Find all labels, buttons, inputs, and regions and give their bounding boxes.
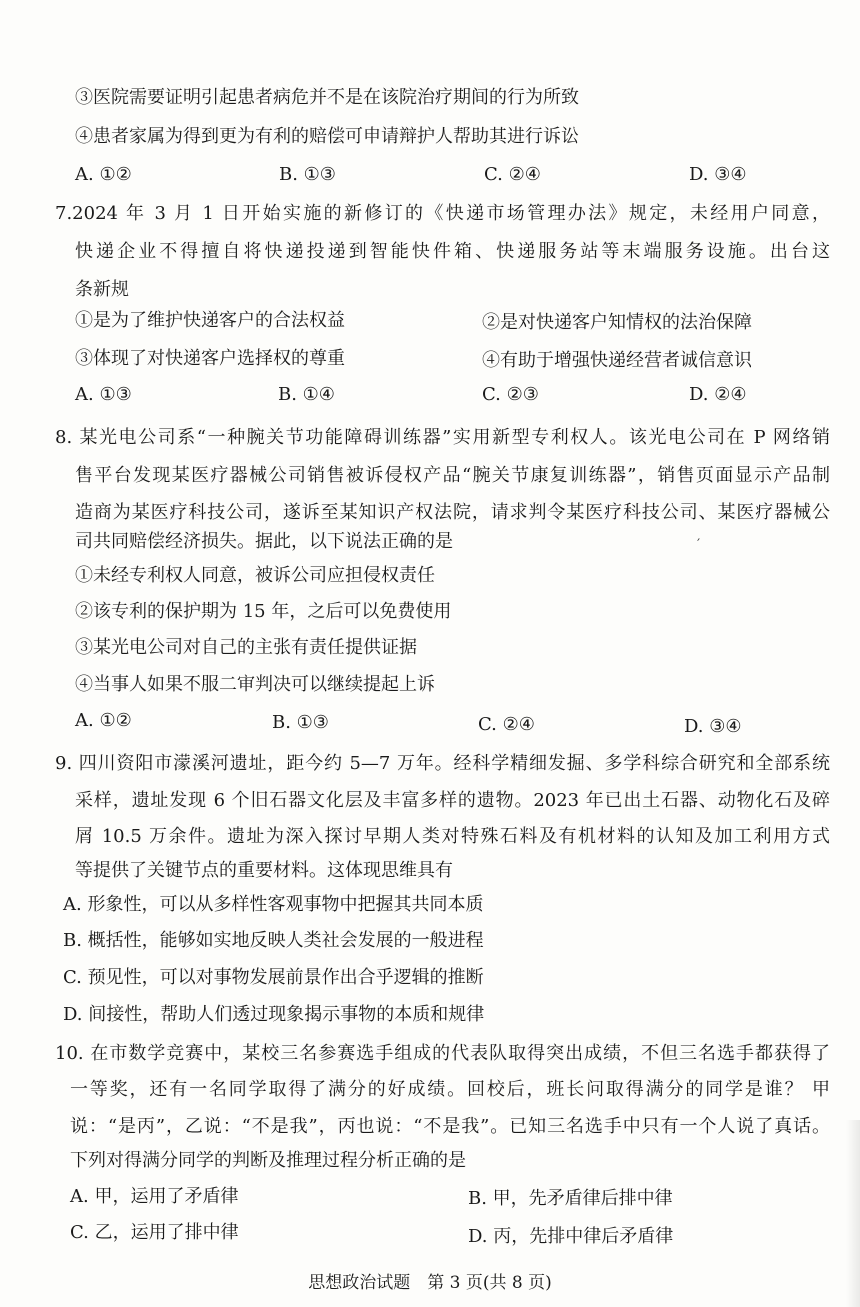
q9-stem-line-4: 等提供了关键节点的重要材料。这体现思维具有 <box>75 860 453 881</box>
q9-option-d: D. 间接性，帮助人们透过现象揭示事物的本质和规律 <box>63 1004 485 1025</box>
q6-item-4: ④患者家属为得到更为有利的赔偿可申请辩护人帮助其进行诉讼 <box>75 126 579 147</box>
q9-stem-line-2: 采样，遗址发现 6 个旧石器文化层及丰富多样的遗物。2023 年已出土石器、动物化石及碎 <box>75 790 830 811</box>
q8-item-4: ④当事人如果不服二审判决可以继续提起上诉 <box>75 674 435 695</box>
q7-item-3: ③体现了对快递客户选择权的尊重 <box>75 348 345 369</box>
q8-option-d: D. ③④ <box>684 716 742 737</box>
q10-stem-line-4: 下列对得满分同学的判断及推理过程分析正确的是 <box>70 1150 466 1171</box>
q8-option-c: C. ②④ <box>478 714 535 735</box>
scan-edge-shadow <box>846 1120 860 1307</box>
q9-option-b: B. 概括性，能够如实地反映人类社会发展的一般进程 <box>63 930 484 951</box>
q8-option-b: B. ①③ <box>272 712 329 733</box>
q10-option-a: A. 甲，运用了矛盾律 <box>70 1186 239 1207</box>
q7-stem-line-1: 7.2024 年 3 月 1 日开始实施的新修订的《快递市场管理办法》规定，未经用户同意， <box>55 203 830 224</box>
q7-option-b: B. ①④ <box>278 384 335 405</box>
q9-stem-line-3: 屑 10.5 万余件。遗址为深入探讨早期人类对特殊石料及有机材料的认知及加工利用方式 <box>75 826 830 847</box>
q7-item-2: ②是对快递客户知情权的法治保障 <box>482 312 752 333</box>
q8-stem-line-4: 司共同赔偿经济损失。据此，以下说法正确的是 <box>75 531 453 552</box>
q6-option-a: A. ①② <box>75 164 132 185</box>
q10-option-d: D. 丙，先排中律后矛盾律 <box>468 1226 674 1247</box>
q10-stem-line-1: 10. 在市数学竞赛中，某校三名参赛选手组成的代表队取得突出成绩，不但三名选手都获得了 <box>55 1043 830 1064</box>
q7-stem-line-2: 快递企业不得擅自将快递投递到智能快件箱、快递服务站等末端服务设施。出台这 <box>75 241 830 262</box>
q10-option-c: C. 乙，运用了排中律 <box>70 1222 239 1243</box>
q7-option-c: C. ②③ <box>482 384 539 405</box>
q10-option-b: B. 甲，先矛盾律后排中律 <box>468 1188 673 1209</box>
q7-stem-line-3: 条新规 <box>75 279 129 300</box>
q9-stem-line-1: 9. 四川资阳市濛溪河遗址，距今约 5—7 万年。经科学精细发掘、多学科综合研究和全部系统 <box>55 753 830 774</box>
q6-item-3: ③医院需要证明引起患者病危并不是在该院治疗期间的行为所致 <box>75 87 579 108</box>
q8-stem-line-2: 售平台发现某医疗器械公司销售被诉侵权产品“腕关节康复训练器”，销售页面显示产品制 <box>75 465 830 486</box>
q8-item-1: ①未经专利权人同意，被诉公司应担侵权责任 <box>75 565 435 586</box>
q7-option-a: A. ①③ <box>75 384 132 405</box>
q8-item-3: ③某光电公司对自己的主张有责任提供证据 <box>75 637 417 658</box>
q8-stem-line-1: 8. 某光电公司系“一种腕关节功能障碍训练器”实用新型专利权人。该光电公司在 P 网络销 <box>55 427 830 448</box>
q9-option-a: A. 形象性，可以从多样性客观事物中把握其共同本质 <box>63 894 484 915</box>
q8-option-a: A. ①② <box>75 710 132 731</box>
q8-item-2: ②该专利的保护期为 15 年，之后可以免费使用 <box>75 601 452 622</box>
q7-item-4: ④有助于增强快递经营者诚信意识 <box>482 350 752 371</box>
q8-stem-line-3: 造商为某医疗科技公司，遂诉至某知识产权法院，请求判令某医疗科技公司、某医疗器械公 <box>75 502 830 523</box>
q7-item-1: ①是为了维护快递客户的合法权益 <box>75 310 345 331</box>
q10-stem-line-2: 一等奖，还有一名同学取得了满分的好成绩。回校后，班长问取得满分的同学是谁？ 甲 <box>70 1079 830 1100</box>
q6-option-b: B. ①③ <box>279 164 336 185</box>
page-footer: 思想政治试题 第 3 页(共 8 页) <box>308 1273 552 1293</box>
q7-option-d: D. ②④ <box>689 384 747 405</box>
q10-stem-line-3: 说：“是丙”，乙说：“不是我”，丙也说：“不是我”。已知三名选手中只有一个人说了真话。 <box>70 1116 830 1137</box>
stray-pen-mark: ′ <box>697 537 701 553</box>
q6-option-d: D. ③④ <box>689 164 747 185</box>
q6-option-c: C. ②④ <box>484 164 541 185</box>
q9-option-c: C. 预见性，可以对事物发展前景作出合乎逻辑的推断 <box>63 967 484 988</box>
